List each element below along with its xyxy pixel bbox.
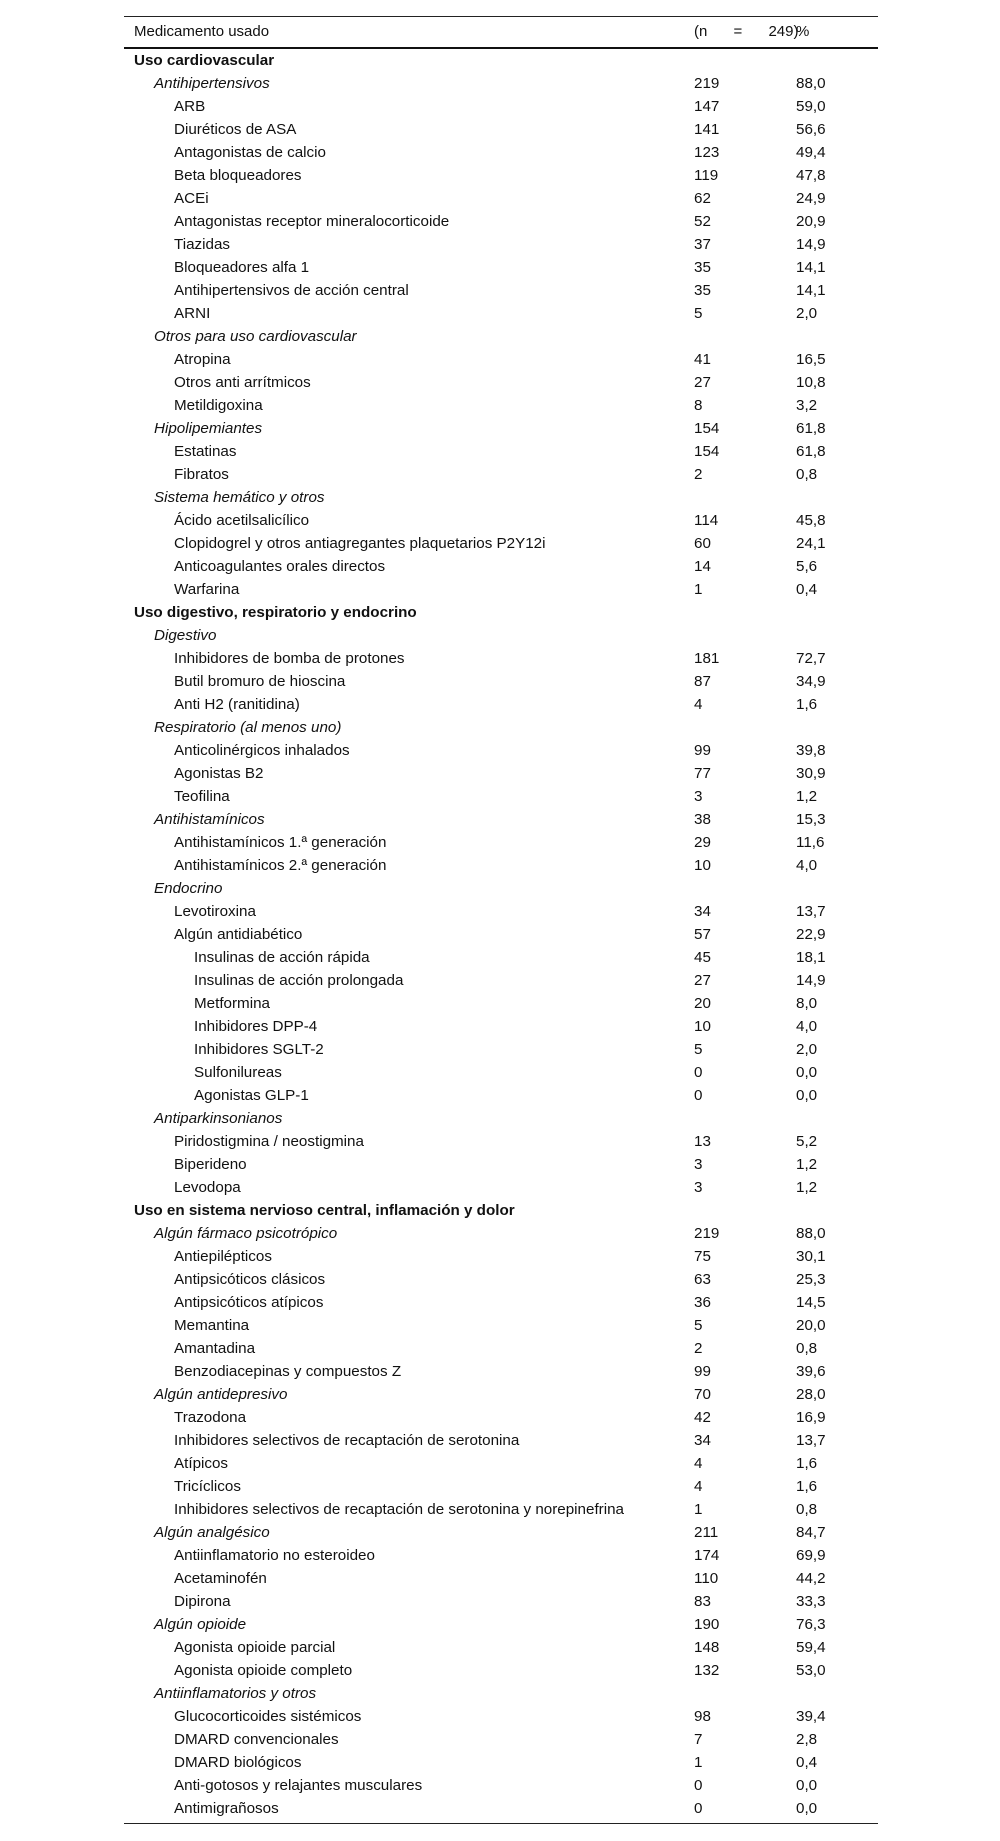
row-label: Antihistamínicos 1.ª generación (174, 834, 387, 851)
row-percent-value: 20,0 (796, 1317, 826, 1334)
row-percent-value: 0,8 (796, 1501, 818, 1518)
table-row (124, 118, 878, 141)
table-row (124, 670, 878, 693)
row-percent-value: 0,0 (796, 1777, 818, 1794)
row-n-value: 0 (694, 1087, 703, 1104)
table-row (124, 555, 878, 578)
row-label: Endocrino (154, 880, 223, 897)
row-n-value: 87 (694, 673, 711, 690)
row-percent-value: 2,0 (796, 1041, 818, 1058)
row-n-value: 3 (694, 1156, 703, 1173)
section-row (124, 1199, 878, 1222)
table-row (124, 1590, 878, 1613)
row-n-value: 4 (694, 696, 703, 713)
row-n-value: 63 (694, 1271, 711, 1288)
row-n-value: 41 (694, 351, 711, 368)
row-n-value: 37 (694, 236, 711, 253)
row-label: Acetaminofén (174, 1570, 267, 1587)
row-percent-value: 14,1 (796, 259, 826, 276)
row-percent-value: 0,8 (796, 466, 818, 483)
row-label: Agonistas GLP-1 (194, 1087, 309, 1104)
table-row (124, 1751, 878, 1774)
table-row (124, 1774, 878, 1797)
row-percent-value: 20,9 (796, 213, 826, 230)
table-row (124, 348, 878, 371)
row-n-value: 5 (694, 1041, 703, 1058)
row-percent-value: 44,2 (796, 1570, 826, 1587)
row-label: Antiepilépticos (174, 1248, 272, 1265)
row-percent-value: 11,6 (796, 834, 825, 851)
row-percent-value: 47,8 (796, 167, 826, 184)
table-row (124, 256, 878, 279)
header-n (694, 17, 798, 47)
row-n-value: 1 (694, 1754, 703, 1771)
group-row (124, 417, 878, 440)
row-label: Levodopa (174, 1179, 241, 1196)
table-row (124, 1337, 878, 1360)
table-row (124, 532, 878, 555)
table-row (124, 509, 878, 532)
row-percent-value: 76,3 (796, 1616, 826, 1633)
row-label: Clopidogrel y otros antiagregantes plaquetarios P2Y12i (174, 535, 546, 552)
row-n-value: 62 (694, 190, 711, 207)
table-row (124, 141, 878, 164)
row-percent-value: 1,6 (796, 1478, 818, 1495)
row-n-value: 10 (694, 1018, 711, 1035)
row-percent-value: 59,4 (796, 1639, 826, 1656)
row-percent-value: 2,8 (796, 1731, 818, 1748)
header-percent: % (796, 23, 810, 40)
row-n-value: 98 (694, 1708, 711, 1725)
row-n-value: 2 (694, 466, 703, 483)
table-row (124, 578, 878, 601)
row-label: Anti H2 (ranitidina) (174, 696, 300, 713)
table-row (124, 647, 878, 670)
row-n-value: 52 (694, 213, 711, 230)
row-n-value: 5 (694, 305, 703, 322)
row-n-value: 3 (694, 1179, 703, 1196)
row-label: Anti-gotosos y relajantes musculares (174, 1777, 423, 1794)
row-percent-value: 14,9 (796, 972, 826, 989)
row-n-value: 13 (694, 1133, 711, 1150)
row-n-value: 141 (694, 121, 720, 138)
row-label: Antihistamínicos 2.ª generación (174, 857, 387, 874)
row-percent-value: 45,8 (796, 512, 826, 529)
table-row (124, 1245, 878, 1268)
row-n-value: 60 (694, 535, 711, 552)
row-label: Inhibidores de bomba de protones (174, 650, 405, 667)
row-label: Antihipertensivos (154, 75, 270, 92)
table-row (124, 302, 878, 325)
row-label: Uso digestivo, respiratorio y endocrino (134, 604, 417, 621)
header-medication-label: Medicamento usado (134, 23, 270, 40)
row-n-value: 119 (694, 167, 719, 184)
row-percent-value: 1,2 (796, 1156, 818, 1173)
row-percent-value: 30,9 (796, 765, 826, 782)
row-label: Diuréticos de ASA (174, 121, 297, 138)
row-label: Warfarina (174, 581, 240, 598)
row-label: Anticoagulantes orales directos (174, 558, 386, 575)
row-label: Inhibidores selectivos de recaptación de serotonina (174, 1432, 520, 1449)
table-row (124, 969, 878, 992)
row-percent-value: 0,0 (796, 1087, 818, 1104)
row-label: Atropina (174, 351, 231, 368)
row-n-value: 77 (694, 765, 711, 782)
table-row (124, 1567, 878, 1590)
table-row (124, 1659, 878, 1682)
row-n-value: 148 (694, 1639, 720, 1656)
row-percent-value: 15,3 (796, 811, 826, 828)
row-label: Estatinas (174, 443, 237, 460)
row-percent-value: 10,8 (796, 374, 826, 391)
table-header (124, 17, 878, 49)
table-row (124, 1038, 878, 1061)
table-row (124, 831, 878, 854)
row-percent-value: 34,9 (796, 673, 826, 690)
row-label: Inhibidores SGLT-2 (194, 1041, 324, 1058)
row-label: Antipsicóticos atípicos (174, 1294, 324, 1311)
row-percent-value: 4,0 (796, 857, 818, 874)
table-row (124, 1452, 878, 1475)
row-label: Antipsicóticos clásicos (174, 1271, 326, 1288)
row-percent-value: 14,9 (796, 236, 826, 253)
row-percent-value: 5,2 (796, 1133, 818, 1150)
row-label: Antiparkinsonianos (154, 1110, 283, 1127)
table-row (124, 946, 878, 969)
row-percent-value: 0,0 (796, 1800, 818, 1817)
table-row (124, 1153, 878, 1176)
row-percent-value: 25,3 (796, 1271, 826, 1288)
row-percent-value: 28,0 (796, 1386, 826, 1403)
row-percent-value: 14,5 (796, 1294, 826, 1311)
row-n-value: 35 (694, 259, 711, 276)
row-label: Fibratos (174, 466, 229, 483)
row-n-value: 123 (694, 144, 720, 161)
table-row (124, 1705, 878, 1728)
table-row (124, 210, 878, 233)
row-percent-value: 88,0 (796, 75, 826, 92)
table-row (124, 1314, 878, 1337)
row-n-value: 8 (694, 397, 703, 414)
row-n-value: 0 (694, 1777, 703, 1794)
table-row (124, 785, 878, 808)
row-n-value: 27 (694, 972, 711, 989)
row-n-value: 38 (694, 811, 711, 828)
group-row (124, 1107, 878, 1130)
row-n-value: 1 (694, 581, 703, 598)
row-label: Uso cardiovascular (134, 52, 275, 69)
row-n-value: 219 (694, 1225, 720, 1242)
row-percent-value: 53,0 (796, 1662, 826, 1679)
row-label: Antimigrañosos (174, 1800, 279, 1817)
row-label: Amantadina (174, 1340, 256, 1357)
row-label: Antiinflamatorio no esteroideo (174, 1547, 375, 1564)
row-percent-value: 0,0 (796, 1064, 818, 1081)
row-percent-value: 24,1 (796, 535, 826, 552)
row-label: Algún fármaco psicotrópico (154, 1225, 338, 1242)
row-label: Sulfonilureas (194, 1064, 282, 1081)
group-row (124, 1222, 878, 1245)
row-label: Atípicos (174, 1455, 229, 1472)
row-percent-value: 5,6 (796, 558, 818, 575)
group-row (124, 72, 878, 95)
row-n-value: 4 (694, 1455, 703, 1472)
row-label: ACEi (174, 190, 209, 207)
row-n-value: 83 (694, 1593, 711, 1610)
row-label: Antiinflamatorios y otros (154, 1685, 317, 1702)
row-label: Otros anti arrítmicos (174, 374, 311, 391)
table-row (124, 693, 878, 716)
row-label: Algún opioide (154, 1616, 247, 1633)
row-label: Digestivo (154, 627, 217, 644)
row-n-value: 211 (694, 1524, 719, 1541)
row-label: Sistema hemático y otros (154, 489, 325, 506)
table-row (124, 1061, 878, 1084)
row-percent-value: 61,8 (796, 420, 826, 437)
row-n-value: 42 (694, 1409, 711, 1426)
row-label: Algún antidepresivo (154, 1386, 288, 1403)
row-n-value: 35 (694, 282, 711, 299)
row-label: Tricíclicos (174, 1478, 241, 1495)
row-percent-value: 84,7 (796, 1524, 826, 1541)
row-percent-value: 56,6 (796, 121, 826, 138)
table-row (124, 164, 878, 187)
row-label: Anticolinérgicos inhalados (174, 742, 350, 759)
row-percent-value: 13,7 (796, 1432, 826, 1449)
table-row (124, 95, 878, 118)
row-percent-value: 24,9 (796, 190, 826, 207)
row-n-value: 99 (694, 1363, 711, 1380)
table-row (124, 923, 878, 946)
row-percent-value: 33,3 (796, 1593, 826, 1610)
row-n-value: 154 (694, 443, 720, 460)
row-percent-value: 30,1 (796, 1248, 826, 1265)
row-percent-value: 4,0 (796, 1018, 818, 1035)
row-label: Insulinas de acción rápida (194, 949, 370, 966)
row-percent-value: 49,4 (796, 144, 826, 161)
row-n-value: 10 (694, 857, 711, 874)
row-percent-value: 0,8 (796, 1340, 818, 1357)
row-label: ARB (174, 98, 206, 115)
row-n-value: 4 (694, 1478, 703, 1495)
row-n-value: 27 (694, 374, 711, 391)
table-row (124, 394, 878, 417)
row-percent-value: 0,4 (796, 1754, 818, 1771)
table-row (124, 233, 878, 256)
row-percent-value: 1,6 (796, 696, 818, 713)
table-row (124, 463, 878, 486)
row-label: Algún analgésico (154, 1524, 270, 1541)
row-label: Bloqueadores alfa 1 (174, 259, 310, 276)
row-percent-value: 14,1 (796, 282, 826, 299)
table-row (124, 992, 878, 1015)
table-row (124, 1475, 878, 1498)
row-n-value: 7 (694, 1731, 703, 1748)
row-label: Tiazidas (174, 236, 230, 253)
table-row (124, 279, 878, 302)
row-percent-value: 88,0 (796, 1225, 826, 1242)
row-label: Agonista opioide completo (174, 1662, 353, 1679)
row-label: Glucocorticoides sistémicos (174, 1708, 362, 1725)
row-percent-value: 0,4 (796, 581, 818, 598)
row-n-value: 154 (694, 420, 720, 437)
header-n-close: 249) (768, 23, 799, 40)
row-label: Dipirona (174, 1593, 231, 1610)
row-n-value: 219 (694, 75, 720, 92)
group-row (124, 808, 878, 831)
row-percent-value: 8,0 (796, 995, 818, 1012)
section-row (124, 49, 878, 72)
row-n-value: 34 (694, 903, 711, 920)
row-n-value: 0 (694, 1800, 703, 1817)
table-row (124, 1084, 878, 1107)
row-label: Otros para uso cardiovascular (154, 328, 357, 345)
row-percent-value: 16,9 (796, 1409, 826, 1426)
row-percent-value: 13,7 (796, 903, 826, 920)
row-label: Levotiroxina (174, 903, 256, 920)
row-n-value: 181 (694, 650, 720, 667)
row-percent-value: 1,2 (796, 788, 818, 805)
group-row (124, 716, 878, 739)
row-label: Algún antidiabético (174, 926, 303, 943)
row-percent-value: 18,1 (796, 949, 826, 966)
group-row (124, 1383, 878, 1406)
row-label: Metformina (194, 995, 270, 1012)
header-n-eq: = (733, 23, 743, 40)
row-label: Piridostigmina / neostigmina (174, 1133, 364, 1150)
row-n-value: 132 (694, 1662, 720, 1679)
table-row (124, 1429, 878, 1452)
row-n-value: 29 (694, 834, 711, 851)
section-row (124, 601, 878, 624)
table-row (124, 371, 878, 394)
row-n-value: 45 (694, 949, 711, 966)
row-label: ARNI (174, 305, 211, 322)
row-label: Hipolipemiantes (154, 420, 263, 437)
row-percent-value: 72,7 (796, 650, 826, 667)
row-label: Uso en sistema nervioso central, inflamación y dolor (134, 1202, 515, 1219)
group-row (124, 486, 878, 509)
row-percent-value: 59,0 (796, 98, 826, 115)
row-n-value: 1 (694, 1501, 703, 1518)
row-label: Antihipertensivos de acción central (174, 282, 409, 299)
row-percent-value: 1,6 (796, 1455, 818, 1472)
row-label: DMARD biológicos (174, 1754, 302, 1771)
row-n-value: 2 (694, 1340, 703, 1357)
row-n-value: 174 (694, 1547, 720, 1564)
table-row (124, 1360, 878, 1383)
row-n-value: 70 (694, 1386, 711, 1403)
row-label: DMARD convencionales (174, 1731, 339, 1748)
table-row (124, 1130, 878, 1153)
table-row (124, 1176, 878, 1199)
row-label: Biperideno (174, 1156, 247, 1173)
row-percent-value: 39,8 (796, 742, 826, 759)
row-n-value: 3 (694, 788, 703, 805)
header-n-open: (n (694, 23, 708, 40)
row-n-value: 75 (694, 1248, 711, 1265)
row-percent-value: 1,2 (796, 1179, 818, 1196)
row-n-value: 99 (694, 742, 711, 759)
table-row (124, 1636, 878, 1659)
row-n-value: 190 (694, 1616, 720, 1633)
row-label: Butil bromuro de hioscina (174, 673, 346, 690)
table-body (124, 49, 878, 1820)
group-row (124, 1682, 878, 1705)
medication-table (124, 16, 878, 1824)
row-label: Agonistas B2 (174, 765, 264, 782)
row-label: Benzodiacepinas y compuestos Z (174, 1363, 402, 1380)
table-row (124, 1544, 878, 1567)
table-row (124, 1268, 878, 1291)
row-n-value: 110 (694, 1570, 719, 1587)
row-label: Beta bloqueadores (174, 167, 302, 184)
row-label: Inhibidores selectivos de recaptación de serotonina y norepinefrina (174, 1501, 624, 1518)
group-row (124, 877, 878, 900)
row-n-value: 20 (694, 995, 711, 1012)
row-n-value: 57 (694, 926, 711, 943)
row-n-value: 0 (694, 1064, 703, 1081)
table-row (124, 1498, 878, 1521)
table-bottom-rule (124, 1823, 878, 1824)
group-row (124, 1521, 878, 1544)
row-percent-value: 61,8 (796, 443, 826, 460)
row-percent-value: 69,9 (796, 1547, 826, 1564)
row-label: Insulinas de acción prolongada (194, 972, 404, 989)
row-percent-value: 2,0 (796, 305, 818, 322)
row-n-value: 34 (694, 1432, 711, 1449)
row-label: Respiratorio (al menos uno) (154, 719, 342, 736)
row-label: Teofilina (174, 788, 230, 805)
row-label: Metildigoxina (174, 397, 263, 414)
table-row (124, 900, 878, 923)
table-row (124, 739, 878, 762)
table-row (124, 762, 878, 785)
group-row (124, 624, 878, 647)
table-row (124, 854, 878, 877)
row-label: Memantina (174, 1317, 250, 1334)
row-percent-value: 3,2 (796, 397, 818, 414)
row-label: Agonista opioide parcial (174, 1639, 336, 1656)
row-n-value: 147 (694, 98, 720, 115)
row-label: Antagonistas de calcio (174, 144, 326, 161)
table-row (124, 1728, 878, 1751)
table-row (124, 1406, 878, 1429)
table-row (124, 1291, 878, 1314)
group-row (124, 1613, 878, 1636)
group-row (124, 325, 878, 348)
row-percent-value: 39,4 (796, 1708, 826, 1725)
row-percent-value: 22,9 (796, 926, 826, 943)
row-label: Inhibidores DPP-4 (194, 1018, 318, 1035)
table-row (124, 1797, 878, 1820)
row-percent-value: 16,5 (796, 351, 826, 368)
row-label: Ácido acetilsalicílico (174, 512, 310, 529)
table-row (124, 187, 878, 210)
row-label: Trazodona (174, 1409, 247, 1426)
table-row (124, 440, 878, 463)
row-n-value: 36 (694, 1294, 711, 1311)
row-label: Antagonistas receptor mineralocorticoide (174, 213, 450, 230)
table-row (124, 1015, 878, 1038)
row-n-value: 5 (694, 1317, 703, 1334)
row-percent-value: 39,6 (796, 1363, 826, 1380)
row-n-value: 14 (694, 558, 711, 575)
row-n-value: 114 (694, 512, 719, 529)
row-label: Antihistamínicos (154, 811, 265, 828)
